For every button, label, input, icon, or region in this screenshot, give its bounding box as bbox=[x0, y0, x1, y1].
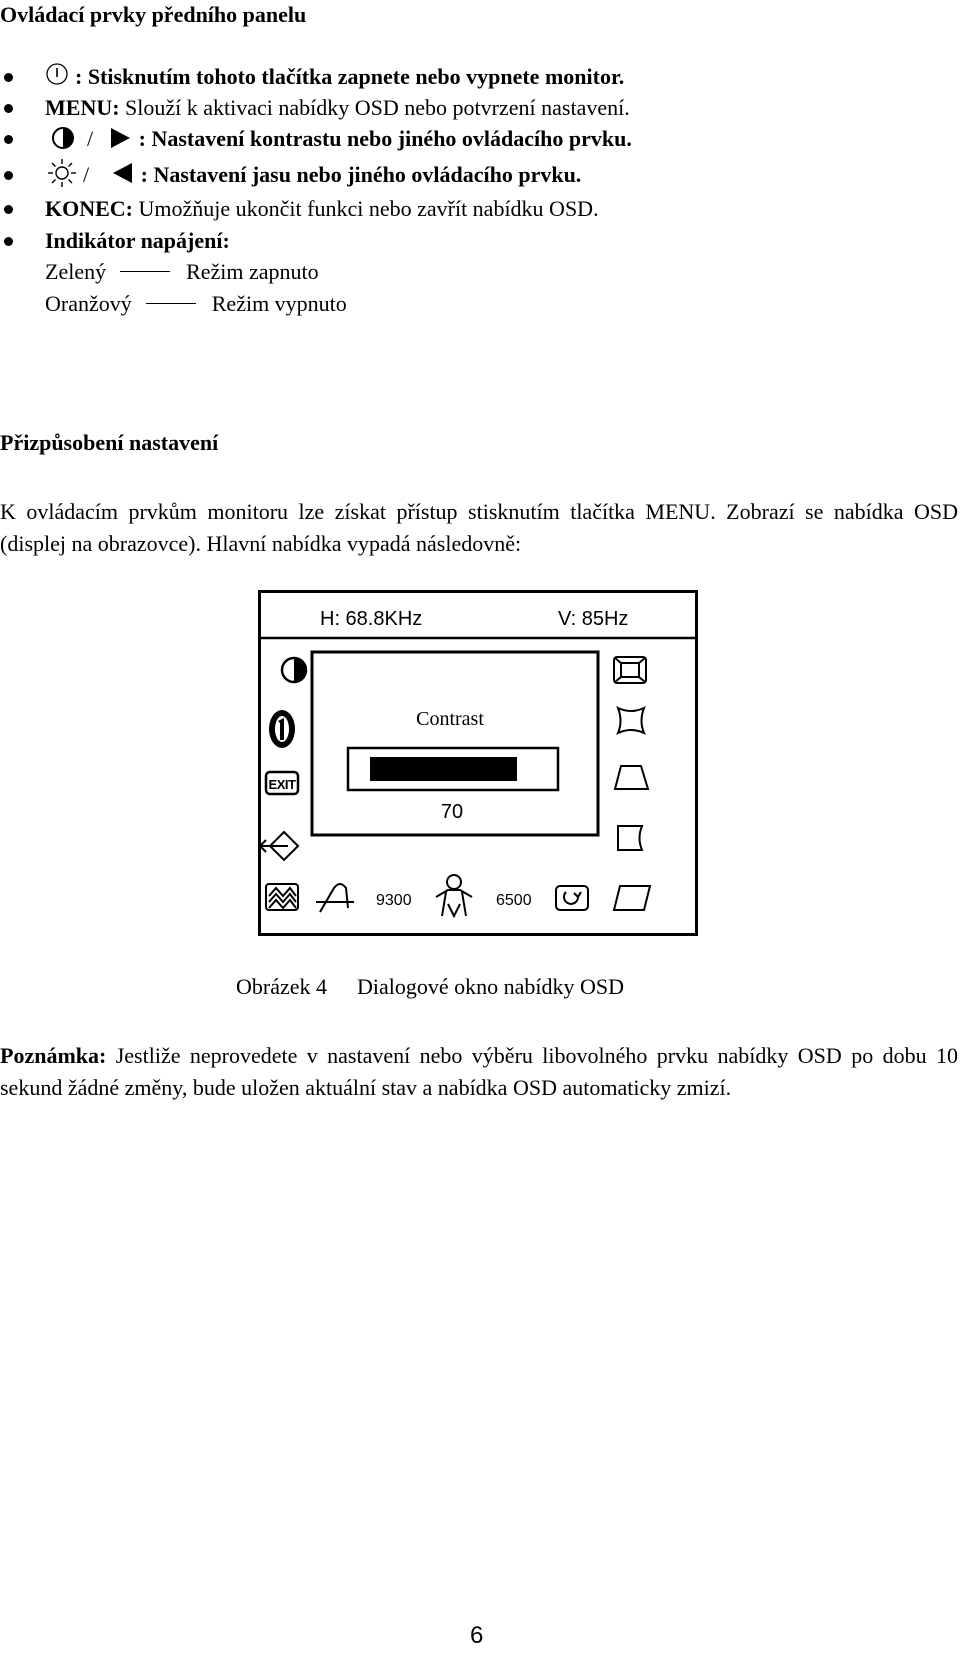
exit-icon[interactable] bbox=[266, 772, 298, 794]
page-number: 6 bbox=[470, 1622, 484, 1649]
osd-menu-figure bbox=[258, 590, 698, 936]
slider-fill bbox=[370, 757, 517, 781]
contrast-icon bbox=[51, 126, 75, 150]
color-temp-6500[interactable]: 6500 bbox=[496, 892, 532, 909]
power-icon bbox=[45, 62, 69, 86]
dash bbox=[120, 271, 170, 272]
v-frequency: V: 85Hz bbox=[558, 608, 629, 630]
bullet-dot bbox=[4, 104, 13, 113]
svg-text:EXIT: EXIT bbox=[268, 777, 296, 792]
h-frequency: H: 68.8KHz bbox=[320, 608, 423, 630]
indicator-green: Zelený Režim zapnuto bbox=[45, 259, 319, 284]
bullet-dot bbox=[4, 171, 13, 180]
bullet-dot bbox=[4, 135, 13, 144]
triangle-right-icon bbox=[109, 127, 131, 149]
bullet-dot bbox=[4, 205, 13, 214]
indicator-orange: Oranžový Režim vypnuto bbox=[45, 291, 347, 316]
color-temp-9300[interactable]: 9300 bbox=[376, 892, 412, 909]
note-paragraph: Poznámka: Jestliže neprovedete v nastavení nebo výběru libovolného prvku nabídky OSD po dobu 10 sekund žádné změny, bude uložen aktuální stav a nabídka OSD automaticky zmizí. bbox=[0, 1043, 958, 1100]
adjust-label: Contrast bbox=[416, 708, 484, 730]
heading-front-panel: Ovládací prvky předního panelu bbox=[0, 2, 307, 27]
triangle-left-icon bbox=[111, 162, 133, 184]
dash bbox=[146, 303, 196, 304]
bullet-dot bbox=[4, 237, 13, 246]
manual-page: Ovládací prvky předního panelu : Stisknutím tohoto tlačítka zapnete nebo vypnete monitor. MENU: Slouží k aktivaci nabídky OSD nebo potvrzení nastavení. / : Nastavení kontrastu nebo jiného ovládacího prvku. / : Nastavení jasu nebo jiného ovládacího prvku. KONEC: Umožňuje ukončit funkci nebo zavřít nabídku OSD. Indikátor napájení: Zelený Režim zapnuto Oranžový Režim vypnuto Přizpůsobení nastavení K ovládacím prvkům monitoru lze získat přístup stisknutím tlačítka MENU. Zobrazí se nabídka OSD (displej na obrazovce). Hlavní nabídka vypadá následovně: H: 68.8KHz V: 85Hz EXIT Contrast 70 9300 6500 Obrázek 4 Dialogové okno nabídky OSD Poznámka: Jestliže neprovedete v nastavení nebo výběru libovolného prvku nabídky OSD po dobu 10 sekund žádné změny, bude uložen aktuální stav a nabídka OSD automaticky zmizí. 6 bbox=[0, 2, 958, 1649]
bullet-dot bbox=[4, 73, 13, 82]
heading-customize: Přizpůsobení nastavení bbox=[0, 430, 219, 455]
brightness-sun-icon bbox=[47, 158, 77, 188]
figure-caption: Obrázek 4 Dialogové okno nabídky OSD bbox=[236, 974, 625, 999]
information-icon[interactable] bbox=[269, 710, 295, 748]
intro-paragraph: K ovládacím prvkům monitoru lze získat přístup stisknutím tlačítka MENU. Zobrazí se nabídka OSD (displej na obrazovce). Hlavní nabídka vypadá následovně: bbox=[0, 499, 958, 556]
contrast-icon[interactable] bbox=[282, 658, 306, 682]
adjust-value: 70 bbox=[440, 801, 464, 823]
